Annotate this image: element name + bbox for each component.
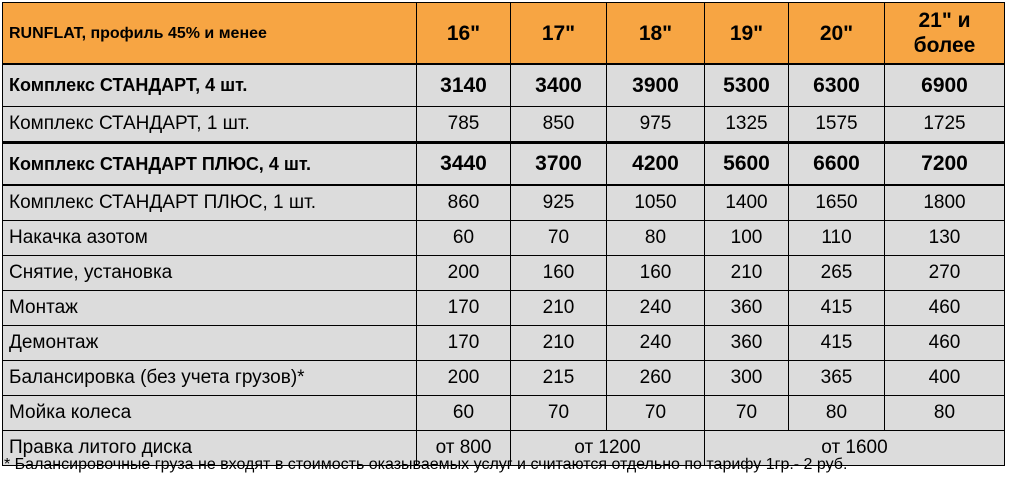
price-cell: 460 xyxy=(885,291,1005,326)
price-cell: 240 xyxy=(607,326,705,361)
row-label: Монтаж xyxy=(3,291,417,326)
price-cell: 3440 xyxy=(417,143,511,186)
price-cell: 300 xyxy=(705,361,789,396)
table-row xyxy=(3,291,1005,326)
price-cell: 5300 xyxy=(705,64,789,107)
price-cell: 360 xyxy=(705,326,789,361)
table-row xyxy=(3,396,1005,431)
row-label: Мойка колеса xyxy=(3,396,417,431)
header-label: RUNFLAT, профиль 45% и менее xyxy=(3,3,417,65)
price-cell: 240 xyxy=(607,291,705,326)
price-cell: от 1200 xyxy=(511,431,705,466)
price-cell: 80 xyxy=(789,396,885,431)
price-cell: 60 xyxy=(417,221,511,256)
table-row xyxy=(3,64,1005,107)
price-cell: 3400 xyxy=(511,64,607,107)
price-cell: 415 xyxy=(789,326,885,361)
price-cell: 210 xyxy=(511,291,607,326)
row-label: Комплекс СТАНДАРТ, 4 шт. xyxy=(3,64,417,107)
price-cell: 365 xyxy=(789,361,885,396)
price-cell: 400 xyxy=(885,361,1005,396)
size-17-header: 17" xyxy=(511,3,607,65)
price-cell: 860 xyxy=(417,185,511,221)
table-row xyxy=(3,107,1005,143)
price-cell: 6300 xyxy=(789,64,885,107)
price-cell: 270 xyxy=(885,256,1005,291)
price-cell: 1650 xyxy=(789,185,885,221)
price-cell: 60 xyxy=(417,396,511,431)
price-cell: 80 xyxy=(607,221,705,256)
price-cell: 260 xyxy=(607,361,705,396)
price-cell: 210 xyxy=(511,326,607,361)
table-row xyxy=(3,221,1005,256)
price-cell: 785 xyxy=(417,107,511,143)
price-cell: 215 xyxy=(511,361,607,396)
footnote: * Балансировочные груза не входят в стоимость оказываемых услуг и считаются отдельно по тарифу 1гр.- 2 руб. xyxy=(4,456,848,473)
price-cell: 975 xyxy=(607,107,705,143)
price-cell: 210 xyxy=(705,256,789,291)
price-cell: 415 xyxy=(789,291,885,326)
size-21-plus-header: 21" и более xyxy=(885,3,1005,65)
price-cell: 3700 xyxy=(511,143,607,186)
price-cell: 170 xyxy=(417,326,511,361)
price-cell: 1725 xyxy=(885,107,1005,143)
table-row xyxy=(3,326,1005,361)
price-table xyxy=(2,2,1005,466)
row-label: Комплекс СТАНДАРТ ПЛЮС, 4 шт. xyxy=(3,143,417,186)
row-label: Правка литого диска xyxy=(3,431,417,466)
price-cell: 200 xyxy=(417,361,511,396)
price-cell: 70 xyxy=(511,221,607,256)
price-cell: 7200 xyxy=(885,143,1005,186)
price-cell: 70 xyxy=(607,396,705,431)
price-cell: 5600 xyxy=(705,143,789,186)
price-cell: 360 xyxy=(705,291,789,326)
row-label: Накачка азотом xyxy=(3,221,417,256)
table-row xyxy=(3,143,1005,186)
price-cell: 70 xyxy=(511,396,607,431)
row-label: Комплекс СТАНДАРТ, 1 шт. xyxy=(3,107,417,143)
row-label: Балансировка (без учета грузов)* xyxy=(3,361,417,396)
price-cell: 925 xyxy=(511,185,607,221)
header-row xyxy=(3,3,1005,65)
size-18-header: 18" xyxy=(607,3,705,65)
table-row xyxy=(3,185,1005,221)
price-cell: 110 xyxy=(789,221,885,256)
price-cell: 1400 xyxy=(705,185,789,221)
price-cell: 4200 xyxy=(607,143,705,186)
price-cell: 265 xyxy=(789,256,885,291)
size-20-header: 20" xyxy=(789,3,885,65)
price-cell: 130 xyxy=(885,221,1005,256)
price-cell: 1800 xyxy=(885,185,1005,221)
price-cell: 1325 xyxy=(705,107,789,143)
price-cell: 80 xyxy=(885,396,1005,431)
price-cell: 1575 xyxy=(789,107,885,143)
price-cell: 3900 xyxy=(607,64,705,107)
price-cell: 170 xyxy=(417,291,511,326)
price-cell: 6900 xyxy=(885,64,1005,107)
price-cell: 3140 xyxy=(417,64,511,107)
price-cell: 100 xyxy=(705,221,789,256)
row-label: Комплекс СТАНДАРТ ПЛЮС, 1 шт. xyxy=(3,185,417,221)
price-cell: от 1600 xyxy=(705,431,1005,466)
price-cell: 160 xyxy=(607,256,705,291)
price-cell: 460 xyxy=(885,326,1005,361)
price-cell: 850 xyxy=(511,107,607,143)
table-row xyxy=(3,361,1005,396)
table-row xyxy=(3,256,1005,291)
size-19-header: 19" xyxy=(705,3,789,65)
size-16-header: 16" xyxy=(417,3,511,65)
price-cell: 200 xyxy=(417,256,511,291)
price-cell: 70 xyxy=(705,396,789,431)
price-cell: 1050 xyxy=(607,185,705,221)
row-label: Демонтаж xyxy=(3,326,417,361)
price-cell: 160 xyxy=(511,256,607,291)
row-label: Снятие, установка xyxy=(3,256,417,291)
price-cell: 6600 xyxy=(789,143,885,186)
price-cell: от 800 xyxy=(417,431,511,466)
